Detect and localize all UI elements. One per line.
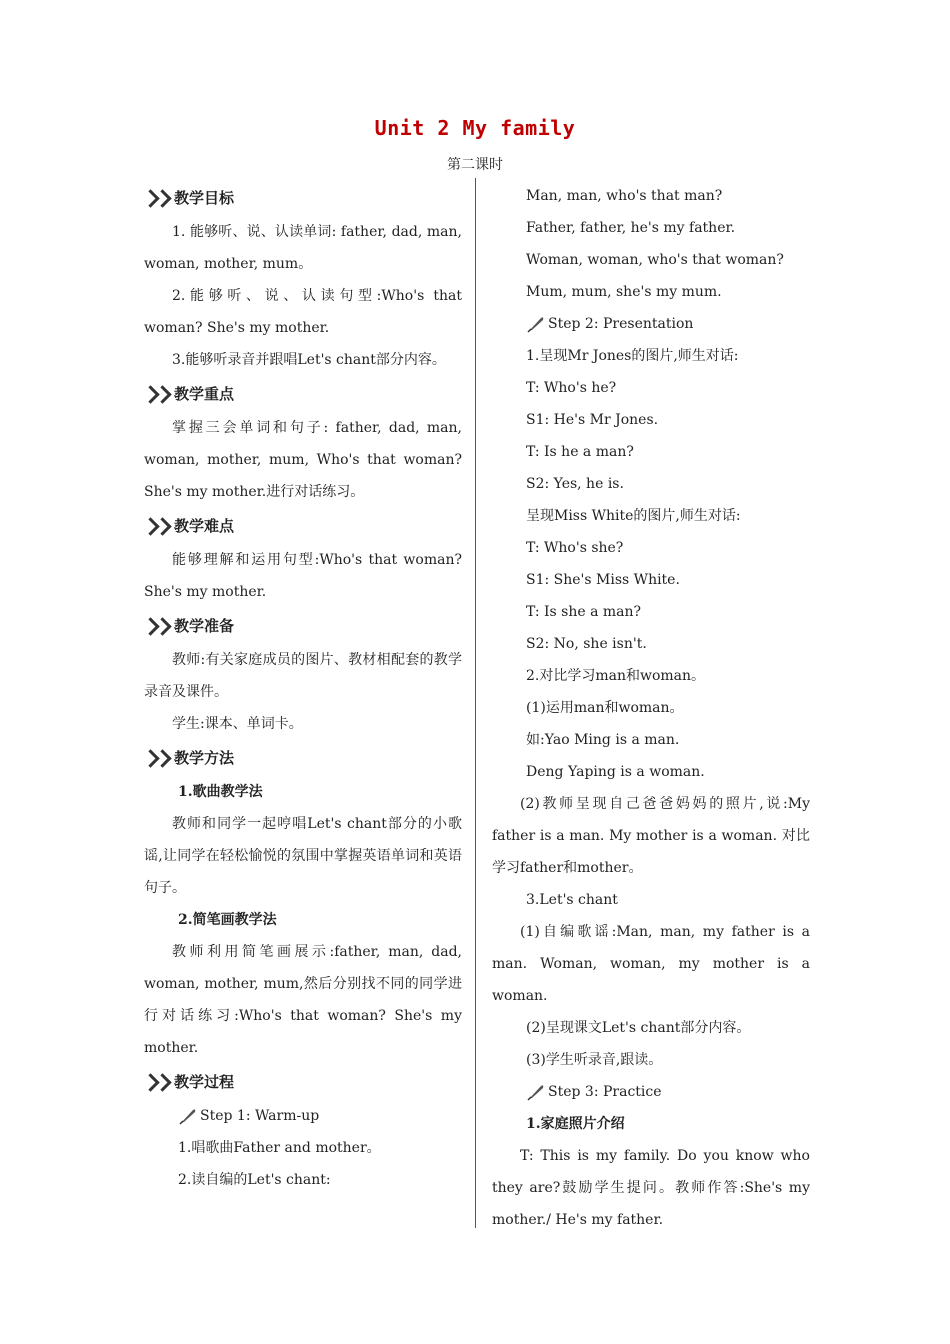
double-chevron-icon	[144, 1076, 168, 1089]
dialogue-line: S1: She's Miss White.	[526, 572, 680, 588]
presentation-text: (2)呈现课文Let's chant部分内容。	[526, 1020, 751, 1036]
presentation-listen: (3)学生听录音,跟读。	[526, 1052, 663, 1068]
quill-pen-icon	[526, 314, 546, 334]
chant-line-4: Mum, mum, she's my mum.	[526, 284, 722, 300]
presentation-3: 2.对比学习man和woman。	[526, 668, 706, 684]
section-heading-process: 教学过程	[144, 1066, 462, 1098]
practice-1-title: 1.家庭照片介绍	[526, 1116, 625, 1132]
step-3-heading: Step 3: Practice	[492, 1076, 810, 1108]
section-heading-methods: 教学方法	[144, 742, 462, 774]
example-line: 如:Yao Ming is a man.	[526, 732, 680, 748]
objective-3: 3.能够听录音并跟唱Let's chant部分内容。	[172, 352, 446, 368]
section-heading-objectives: 教学目标	[144, 182, 462, 214]
method-1-text: 教师和同学一起哼唱Let's chant部分的小歌谣,让同学在轻松愉悦的氛围中掌握英语单词和英语句子。	[144, 816, 462, 896]
double-chevron-icon	[144, 520, 168, 533]
dialogue-line: S2: No, she isn't.	[526, 636, 647, 652]
step-1-item-2: 2.读自编的Let's chant:	[178, 1172, 331, 1188]
section-heading-difficulty: 教学难点	[144, 510, 462, 542]
quill-pen-icon	[178, 1106, 198, 1126]
quill-pen-icon	[526, 1082, 546, 1102]
double-chevron-icon	[144, 388, 168, 401]
step-2-heading: Step 2: Presentation	[492, 308, 810, 340]
double-chevron-icon	[144, 620, 168, 633]
prep-student: 学生:课本、单词卡。	[172, 716, 303, 732]
right-column	[492, 180, 810, 1236]
dialogue-line: T: Who's she?	[526, 540, 624, 556]
step-1-heading: Step 1: Warm-up	[144, 1100, 462, 1132]
chant-line-3: Woman, woman, who's that woman?	[526, 252, 784, 268]
lesson-subtitle: 第二课时	[447, 157, 503, 173]
presentation-4: (1)运用man和woman。	[526, 700, 684, 716]
dialogue-line: T: Who's he?	[526, 380, 617, 396]
chant-line-1: Man, man, who's that man?	[526, 188, 723, 204]
objective-1: 1. 能够听、说、认读单词: father, dad, man, woman, mother, mum。	[144, 224, 462, 272]
dialogue-line: T: Is she a man?	[526, 604, 642, 620]
objective-2: 2.能够听、说、认读句型:Who's that woman? She's my mother.	[144, 288, 462, 336]
double-chevron-icon	[144, 752, 168, 765]
double-chevron-icon	[144, 192, 168, 205]
dialogue-line: T: Is he a man?	[526, 444, 634, 460]
difficulty-text: 能够理解和运用句型:Who's that woman? She's my mother.	[144, 552, 462, 600]
left-column	[144, 180, 462, 1196]
presentation-photos: (2)教师呈现自己爸爸妈妈的照片,说:My father is a man. My mother is a woman. 对比学习father和mother。	[492, 796, 810, 876]
method-1-title: 1.歌曲教学法	[178, 784, 263, 800]
key-point-text: 掌握三会单词和句子: father, dad, man, woman, mother, mum, Who's that woman? She's my mother.进行对话练习。	[144, 420, 462, 500]
practice-1-text: T: This is my family. Do you know who they are?鼓励学生提问。教师作答:She's my mother./ He's my father.	[492, 1148, 810, 1228]
prep-teacher: 教师:有关家庭成员的图片、教材相配套的教学录音及课件。	[144, 652, 462, 700]
document-title: Unit 2 My family	[374, 116, 576, 140]
column-divider	[475, 178, 476, 1228]
example-line: Deng Yaping is a woman.	[526, 764, 705, 780]
dialogue-line: S2: Yes, he is.	[526, 476, 624, 492]
chant-line-2: Father, father, he's my father.	[526, 220, 736, 236]
step-1-item-1: 1.唱歌曲Father and mother。	[178, 1140, 381, 1156]
section-heading-key-points: 教学重点	[144, 378, 462, 410]
method-2-text: 教师利用简笔画展示:father, man, dad, woman, mother, mum,然后分别找不同的同学进行对话练习:Who's that woman? She's my mother.	[144, 944, 462, 1056]
presentation-chant: 3.Let's chant	[526, 892, 618, 908]
method-2-title: 2.简笔画教学法	[178, 912, 277, 928]
presentation-2: 呈现Miss White的图片,师生对话:	[526, 508, 741, 524]
presentation-1: 1.呈现Mr Jones的图片,师生对话:	[526, 348, 739, 364]
self-made-chant: (1)自编歌谣:Man, man, my father is a man. Woman, woman, my mother is a woman.	[492, 924, 810, 1004]
section-heading-preparation: 教学准备	[144, 610, 462, 642]
dialogue-line: S1: He's Mr Jones.	[526, 412, 659, 428]
